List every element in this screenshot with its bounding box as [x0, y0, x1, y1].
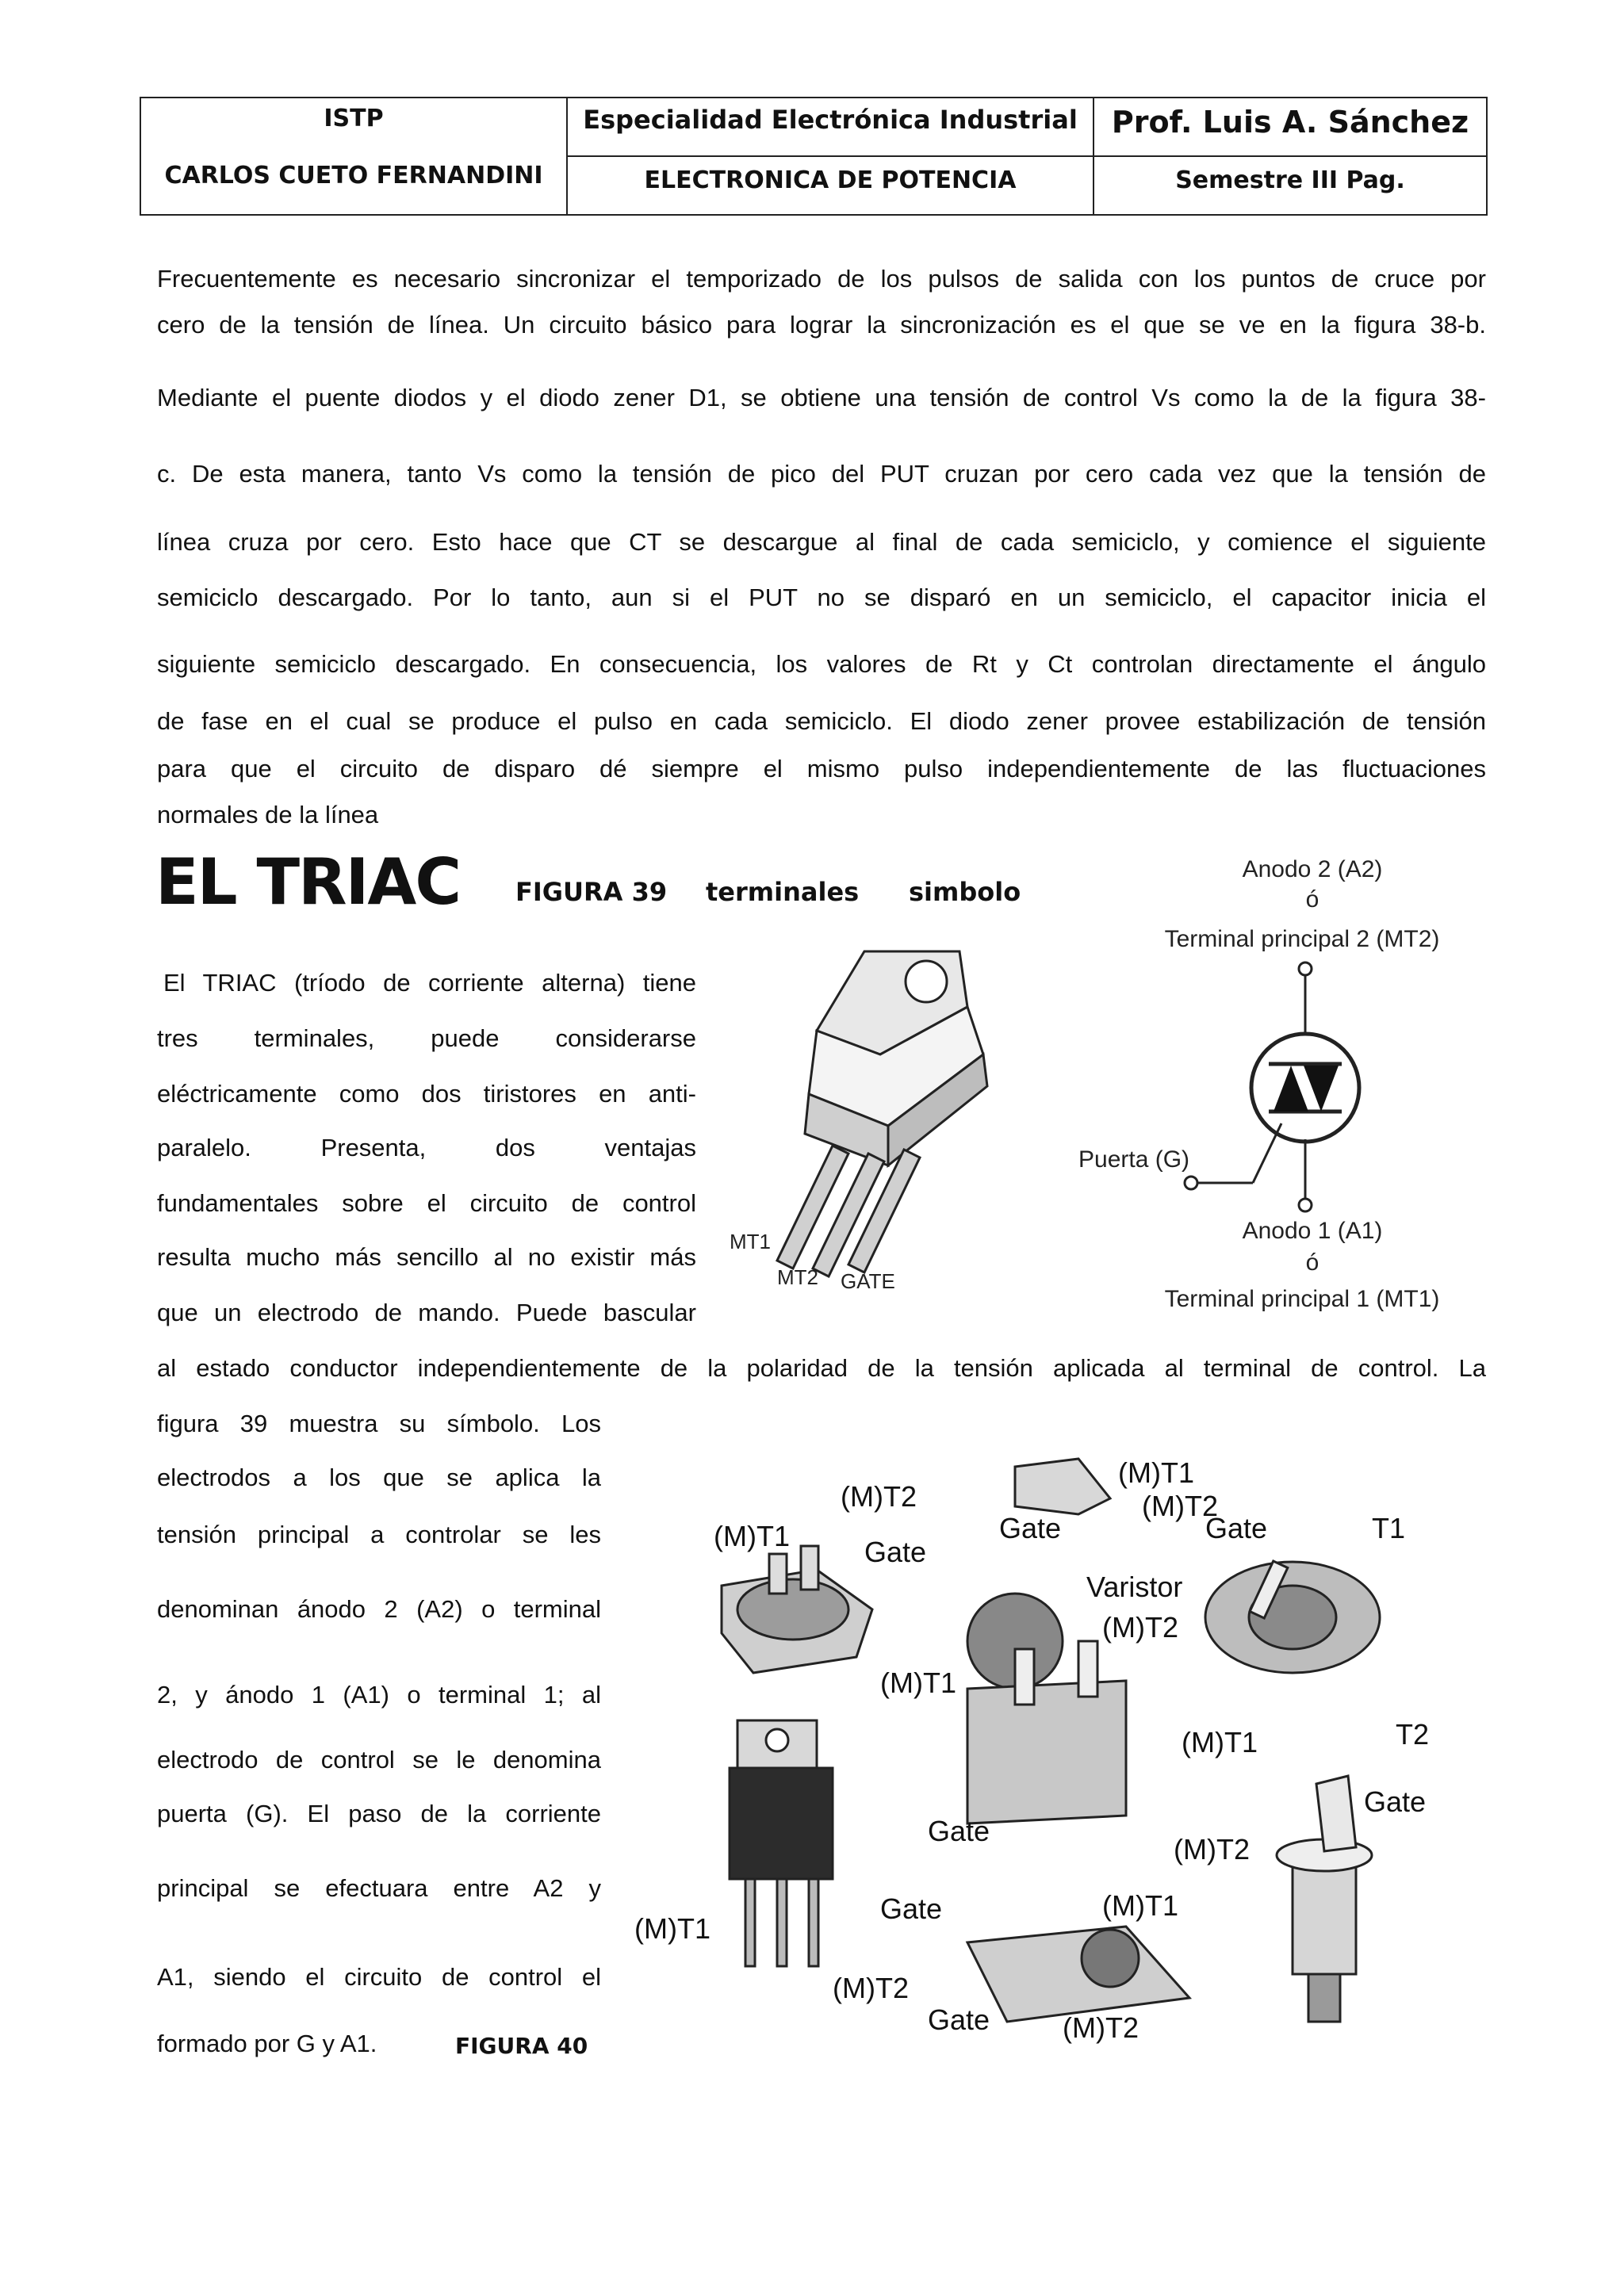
- professor-name: Prof. Luis A. Sánchez: [1111, 105, 1469, 140]
- figure39-label: FIGURA 39: [515, 877, 668, 907]
- triac-line: tres terminales, puede considerarse: [157, 1024, 696, 1052]
- intro-line: para que el circuito de disparo dé siempre el mismo pulso independientemente de las fluctuaciones: [157, 755, 1486, 783]
- gate-label: GATE: [841, 1269, 895, 1293]
- triac-line: paralelo. Presenta, dos ventajas: [157, 1134, 696, 1161]
- photo-label: (M)T2: [1142, 1490, 1218, 1522]
- intro-line: normales de la línea: [157, 801, 379, 828]
- intro-line: c. De esta manera, tanto Vs como la tensión de pico del PUT cruzan por cero cada vez que la tensión de: [157, 460, 1486, 488]
- photo-label: (M)T1: [634, 1912, 710, 1945]
- photo-label: (M)T2: [841, 1480, 917, 1513]
- triac-line: al estado conductor independientemente de la polaridad de la tensión aplicada al terminal de control. La: [157, 1354, 1486, 1382]
- mt2-terminal-label: Terminal principal 2 (MT2): [1164, 926, 1440, 952]
- figure39-terminals-label: terminales: [706, 877, 860, 907]
- institute-name: ISTP: [324, 105, 384, 132]
- triac-line: que un electrodo de mando. Puede bascular: [157, 1299, 696, 1326]
- or-label: ó: [1305, 886, 1320, 913]
- symbol-text-line: 2, y ánodo 1 (A1) o terminal 1; al: [157, 1681, 601, 1709]
- photo-label: Varistor: [1086, 1571, 1183, 1603]
- intro-line: semiciclo descargado. Por lo tanto, aun si el PUT no se disparó en un semiciclo, el capacitor inicia el: [157, 584, 1486, 611]
- photo-label: (M)T1: [880, 1667, 956, 1699]
- header-professor-cell: [1094, 98, 1486, 214]
- mt1-terminal-label: Terminal principal 1 (MT1): [1164, 1286, 1440, 1312]
- intro-line: de fase en el cual se produce el pulso en cada semiciclo. El diodo zener provee estabilización de tensión: [157, 707, 1486, 735]
- photo-label: Gate: [999, 1512, 1062, 1544]
- symbol-text-line: electrodo de control se le denomina: [157, 1746, 601, 1774]
- triac-line: eléctricamente como dos tiristores en anti-: [157, 1080, 696, 1108]
- symbol-text-line: tensión principal a controlar se les: [157, 1521, 601, 1548]
- symbol-text-line: principal se efectuara entre A2 y: [157, 1874, 601, 1902]
- triac-line: fundamentales sobre el circuito de control: [157, 1189, 696, 1217]
- photo-label: Gate: [928, 2003, 990, 2036]
- symbol-text-line: A1, siendo el circuito de control el: [157, 1963, 601, 1991]
- symbol-text-line: figura 39 muestra su símbolo. Los: [157, 1410, 601, 1437]
- section-title: EL TRIAC: [155, 845, 461, 919]
- specialty-title: Especialidad Electrónica Industrial: [583, 105, 1078, 135]
- intro-line: línea cruza por cero. Esto hace que CT se descargue al final de cada semiciclo, y comience el siguiente: [157, 528, 1486, 556]
- photo-label: (M)T2: [1063, 2011, 1139, 2044]
- intro-line: cero de la tensión de línea. Un circuito básico para lograr la sincronización es el que se ve en la figura 38-b.: [157, 311, 1486, 339]
- intro-line: siguiente semiciclo descargado. En consecuencia, los valores de Rt y Ct controlan directamente el ángulo: [157, 650, 1486, 678]
- photo-label: T1: [1372, 1512, 1406, 1544]
- triac-symbol-figure: [1078, 850, 1491, 1326]
- photo-label: Gate: [1205, 1512, 1268, 1544]
- symbol-text-line: puerta (G). El paso de la corriente: [157, 1800, 601, 1827]
- semester-page: Semestre III Pag.: [1175, 166, 1405, 194]
- intro-line: Frecuentemente es necesario sincronizar el temporizado de los pulsos de salida con los puntos de cruce por: [157, 265, 1486, 293]
- header-table: [140, 97, 1488, 216]
- symbol-text-line: formado por G y A1.: [157, 2030, 377, 2057]
- triac-line: resulta mucho más sencillo al no existir más: [157, 1243, 696, 1271]
- course-title: ELECTRONICA DE POTENCIA: [644, 166, 1017, 194]
- mt1-label: MT1: [730, 1230, 771, 1253]
- photo-label: Gate: [928, 1815, 990, 1847]
- symbol-text-line: electrodos a los que se aplica la: [157, 1464, 601, 1491]
- figure40-label: FIGURA 40: [455, 2033, 588, 2059]
- symbol-text-line: denominan ánodo 2 (A2) o terminal: [157, 1595, 601, 1623]
- photo-label: (M)T1: [1182, 1726, 1258, 1758]
- triac-line: El TRIAC (tríodo de corriente alterna) tiene: [163, 969, 696, 997]
- photo-label: T2: [1396, 1718, 1430, 1751]
- figure39-symbol-label: simbolo: [909, 877, 1021, 907]
- photo-label: (M)T1: [1118, 1456, 1194, 1489]
- photo-label: Gate: [864, 1536, 927, 1568]
- photo-label: (M)T1: [1102, 1889, 1178, 1922]
- photo-label: (M)T2: [833, 1972, 909, 2004]
- header-course-cell: [568, 98, 1094, 214]
- photo-label: Gate: [880, 1892, 943, 1925]
- mt2-label: MT2: [777, 1265, 818, 1289]
- photo-label: (M)T2: [1102, 1611, 1178, 1644]
- photo-label: (M)T1: [714, 1520, 790, 1552]
- header-institute-cell: [141, 98, 568, 214]
- institute-subname: CARLOS CUETO FERNANDINI: [164, 162, 543, 189]
- anode2-label: Anodo 2 (A2): [1242, 856, 1383, 882]
- photo-label: (M)T2: [1174, 1833, 1250, 1866]
- triac-package-figure: [730, 936, 1078, 1308]
- or-label-2: ó: [1305, 1249, 1320, 1276]
- triac-packages-photo: [634, 1451, 1491, 2053]
- anode1-label: Anodo 1 (A1): [1242, 1218, 1383, 1244]
- gate-terminal-label: Puerta (G): [1078, 1146, 1190, 1173]
- intro-line: Mediante el puente diodos y el diodo zener D1, se obtiene una tensión de control Vs como la de la figura 38-: [157, 384, 1486, 411]
- photo-label: Gate: [1364, 1785, 1427, 1818]
